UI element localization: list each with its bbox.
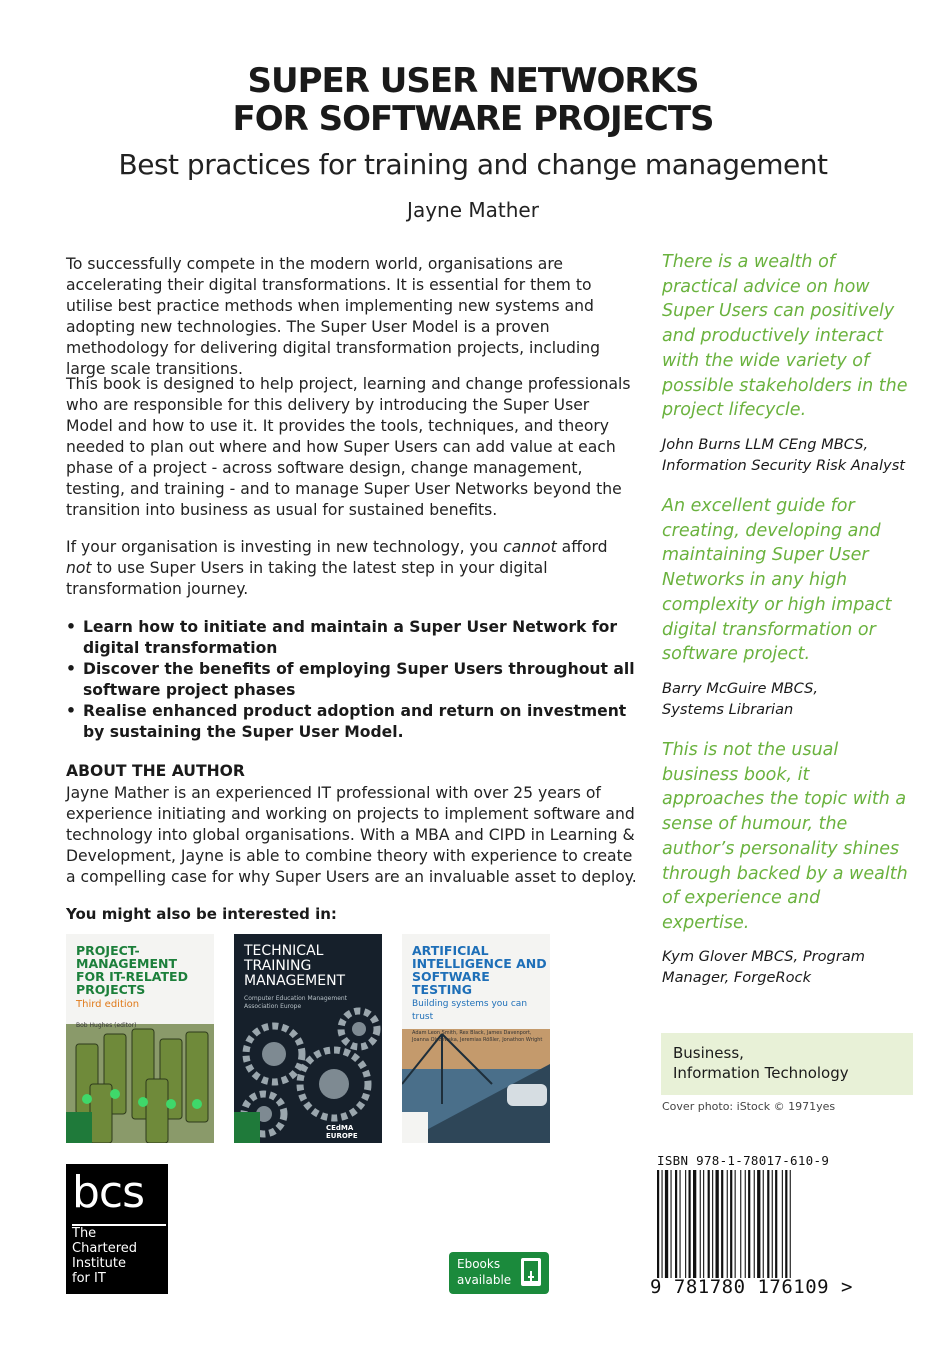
cover3-tagline: Building systems you can trust (412, 999, 528, 1022)
cover3-title-line: SOFTWARE TESTING (412, 969, 490, 997)
about-author-text: Jayne Mather is an experienced IT professional with over 25 years of experience initiating and working on projects to implement software and technology into global organisations. With a MBA and CIPD in Learning & Development, Jayne is able to combine theory with experience to create a compelling case for why Super Users are an invaluable asset to deploy. (66, 784, 637, 886)
attribution-line: Manager, ForgeRock (662, 969, 812, 986)
attribution-line: Kym Glover MBCS, Program (662, 948, 865, 965)
barcode-bar (665, 1170, 668, 1278)
barcode-bar (763, 1170, 764, 1278)
category-line-2: Information Technology (673, 1064, 849, 1082)
barcode-bar (772, 1170, 773, 1278)
bcs-wordmark: bcs (72, 1167, 145, 1218)
endorsement-quote-2: An excellent guide for creating, developing and maintaining Super User Networks in any high complexity or high impact digital transformation or software project. (662, 496, 892, 665)
barcode-bar (693, 1170, 696, 1278)
barcode-bar (685, 1170, 686, 1278)
ebooks-line: Ebooks (457, 1257, 501, 1271)
endorsement-attribution-3 (662, 946, 922, 988)
para3-emphasis-cannot: cannot (503, 538, 557, 556)
barcode-bar (767, 1170, 769, 1278)
book-author: Jayne Mather (407, 198, 539, 222)
attribution-line: John Burns LLM CEng MBCS, (662, 436, 869, 453)
about-author-heading: ABOUT THE AUTHOR (66, 762, 245, 780)
para3-part-a: If your organisation is investing in new technology, you (66, 538, 504, 556)
related-books-heading: You might also be interested in: (66, 905, 337, 923)
cover1-title-line: PROJECT- (76, 943, 140, 958)
barcode-bar (700, 1170, 701, 1278)
tagline-line: for IT (72, 1271, 106, 1286)
barcode-bar (708, 1170, 710, 1278)
title-line-1: SUPER USER NETWORKS (247, 61, 699, 101)
barcode-bar (748, 1170, 750, 1278)
endorsement-attribution-2 (662, 678, 922, 720)
cover1-title-line: MANAGEMENT (76, 956, 178, 971)
cover2-title-line: MANAGEMENT (244, 973, 346, 989)
tagline-line: Institute (72, 1256, 126, 1271)
barcode-bar (757, 1170, 760, 1278)
related-book-cover-ai-testing[interactable] (402, 934, 550, 1143)
barcode-bar (703, 1170, 704, 1278)
description-paragraph-2: This book is designed to help project, learning and change professionals who are responsible for this delivery by introducing the Super User Model and how to use it. It provides the tools, techniques, and theory needed to plan out where and how Super Users can add value at each phase of a project - across software design, change management, testing, and training - and to manage Super User Networks beyond the transition into business as usual for sustained benefits. (66, 375, 631, 519)
cover-photo-credit: Cover photo: iStock © 1971yes (662, 1100, 836, 1113)
cover2-brand: CEdMA EUROPE (326, 1124, 358, 1140)
benefit-item: • Learn how to initiate and maintain a Super User Network for digital transformation (66, 617, 638, 659)
cover3-title-line: ARTIFICIAL (412, 943, 489, 958)
isbn-label: ISBN 978-1-78017-610-9 (657, 1153, 830, 1168)
barcode-bar (712, 1170, 713, 1278)
category-line-1: Business, (673, 1044, 744, 1062)
para3-part-b: afford (556, 538, 608, 556)
cover1-edition: Third edition (76, 999, 140, 1010)
related-book-cover-technical-training[interactable] (234, 934, 382, 1143)
benefit-item: • Discover the benefits of employing Super Users throughout all software project phases (66, 659, 638, 701)
endorsement-quote-1: There is a wealth of practical advice on how Super Users can positively and productively interact with the wide variety of possible stakeholders in the project lifecycle. (662, 252, 908, 421)
related-book-cover-project-management[interactable] (66, 934, 214, 1143)
tagline-line: The (72, 1226, 97, 1241)
cover2-title-line: TRAINING (244, 958, 312, 974)
para3-part-c: to use Super Users in taking the latest step in your digital transformation journey. (66, 559, 548, 598)
barcode-bar (671, 1170, 672, 1278)
ebooks-label (457, 1256, 511, 1288)
cover2-org: Association Europe (244, 1003, 302, 1010)
endorsement-quote-3: This is not the usual business book, it approaches the topic with a sense of humour, the author’s personality shines through backed by a wealth of experience and expertise. (662, 740, 908, 933)
barcode-bar (740, 1170, 741, 1278)
para3-emphasis-not: not (66, 559, 92, 577)
cover3-authors: Joanna Olszewska, Jeremias Rößler, Jonathon Wright (412, 1037, 543, 1043)
attribution-line: Systems Librarian (662, 701, 794, 718)
cover3-authors: Adam Leon Smith, Rex Black, James Davenport, (412, 1030, 532, 1036)
cover2-title-line: TECHNICAL (244, 943, 324, 959)
barcode-bar (680, 1170, 681, 1278)
barcode-bar (675, 1170, 677, 1278)
barcode-number: 9 781780 176109 > (650, 1276, 853, 1298)
publisher-tagline (72, 1226, 137, 1286)
benefit-item: • Realise enhanced product adoption and return on investment by sustaining the Super User Model. (66, 701, 638, 743)
barcode-bar (689, 1170, 691, 1278)
barcode-bar (745, 1170, 746, 1278)
cover3-title-line: INTELLIGENCE AND (412, 956, 547, 971)
barcode-bar (730, 1170, 732, 1278)
tablet-touch-icon (519, 1257, 545, 1289)
barcode-bar (785, 1170, 787, 1278)
tagline-line: Chartered (72, 1241, 138, 1256)
barcode-bar (727, 1170, 728, 1278)
barcode-bar (790, 1170, 791, 1278)
barcode-bar (782, 1170, 783, 1278)
cover2-org: Computer Education Management (244, 995, 348, 1002)
attribution-line: Barry McGuire MBCS, (662, 680, 819, 697)
barcode-bar (754, 1170, 755, 1278)
cover1-title-line: FOR IT-RELATED (76, 969, 188, 984)
attribution-line: Information Security Risk Analyst (662, 457, 906, 474)
barcode-bar (721, 1170, 723, 1278)
barcode-bar (662, 1170, 663, 1278)
cover1-editor: Bob Hughes (editor) (76, 1022, 137, 1029)
benefits-list (66, 617, 638, 743)
cover1-title-line: PROJECTS (76, 982, 146, 997)
description-paragraph-3 (66, 537, 638, 600)
description-paragraph-1: To successfully compete in the modern world, organisations are accelerating their digital transformations. It is essential for them to utilise best practice methods when implementing new systems and adopting new technologies. The Super User Model is a proven methodology for delivering digital transformation projects, including large scale transitions. (66, 255, 601, 378)
book-subtitle: Best practices for training and change management (118, 148, 828, 181)
barcode-image (657, 1170, 817, 1278)
barcode-bar (775, 1170, 777, 1278)
category-box (661, 1033, 913, 1095)
ebooks-line: available (457, 1273, 512, 1287)
barcode-bar (735, 1170, 736, 1278)
publisher-logo (66, 1164, 168, 1294)
barcode-bar (657, 1170, 659, 1278)
ebooks-available-badge[interactable] (449, 1252, 549, 1294)
book-title (0, 62, 946, 138)
endorsement-attribution-1 (662, 434, 922, 476)
barcode-bar (716, 1170, 719, 1278)
title-line-2: FOR SOFTWARE PROJECTS (232, 99, 714, 139)
